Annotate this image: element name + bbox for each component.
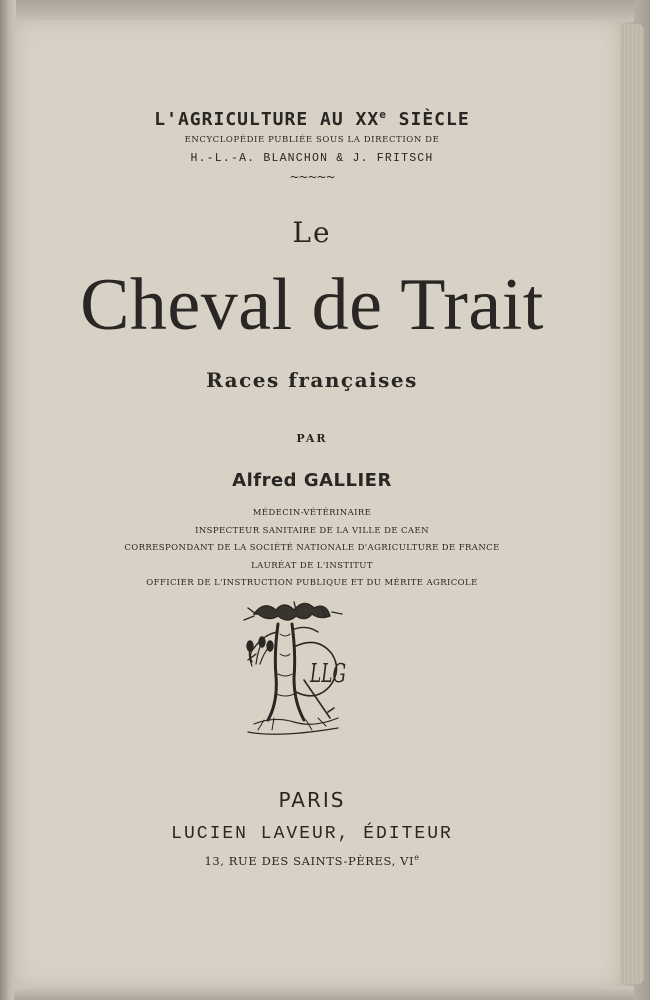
series-title-end: SIÈCLE xyxy=(386,109,470,130)
publisher-name: LUCIEN LAVEUR, ÉDITEUR xyxy=(171,824,453,844)
series-directors: H.-L.-A. BLANCHON & J. FRITSCH xyxy=(190,152,434,165)
credential-line: INSPECTEUR SANITAIRE DE LA VILLE DE CAEN xyxy=(195,525,429,536)
publication-city: PARIS xyxy=(278,788,346,812)
publisher-address-main: 13, RUE DES SAINTS-PÈRES, VI xyxy=(204,853,415,868)
credential-line: LAURÉAT DE L'INSTITUT xyxy=(251,560,373,571)
title-page xyxy=(14,20,620,988)
author-name: Alfred GALLIER xyxy=(232,470,392,491)
book-subtitle: Races françaises xyxy=(206,368,418,392)
book-title: Cheval de Trait xyxy=(80,264,544,346)
title-article: Le xyxy=(292,216,332,249)
series-title-superscript: e xyxy=(379,108,387,121)
credential-line: OFFICIER DE L'INSTRUCTION PUBLIQUE ET DU MÉRITE AGRICOLE xyxy=(146,578,478,588)
author-credentials xyxy=(14,505,610,593)
encyclopedia-line: ENCYCLOPÉDIE PUBLIÉE SOUS LA DIRECTION DE xyxy=(184,135,440,145)
by-label: PAR xyxy=(296,432,328,445)
credential-line: MÉDECIN-VÉTÉRINAIRE xyxy=(252,508,372,518)
publisher-address-superscript: e xyxy=(414,853,420,862)
tree-monogram-icon xyxy=(234,594,354,742)
series-title xyxy=(14,108,610,130)
publisher-address xyxy=(14,853,610,868)
series-title-main: L'AGRICULTURE AU XX xyxy=(154,109,380,130)
scan-bottom-edge xyxy=(14,986,634,1000)
ornament-rule: ~~~~~ xyxy=(289,170,335,184)
credential-line: CORRESPONDANT DE LA SOCIÉTÉ NATIONALE D'AGRICULTURE DE FRANCE xyxy=(124,543,500,553)
page-edges xyxy=(616,24,644,984)
scan-top-edge xyxy=(14,0,634,22)
monogram-text: LLG xyxy=(309,659,346,689)
